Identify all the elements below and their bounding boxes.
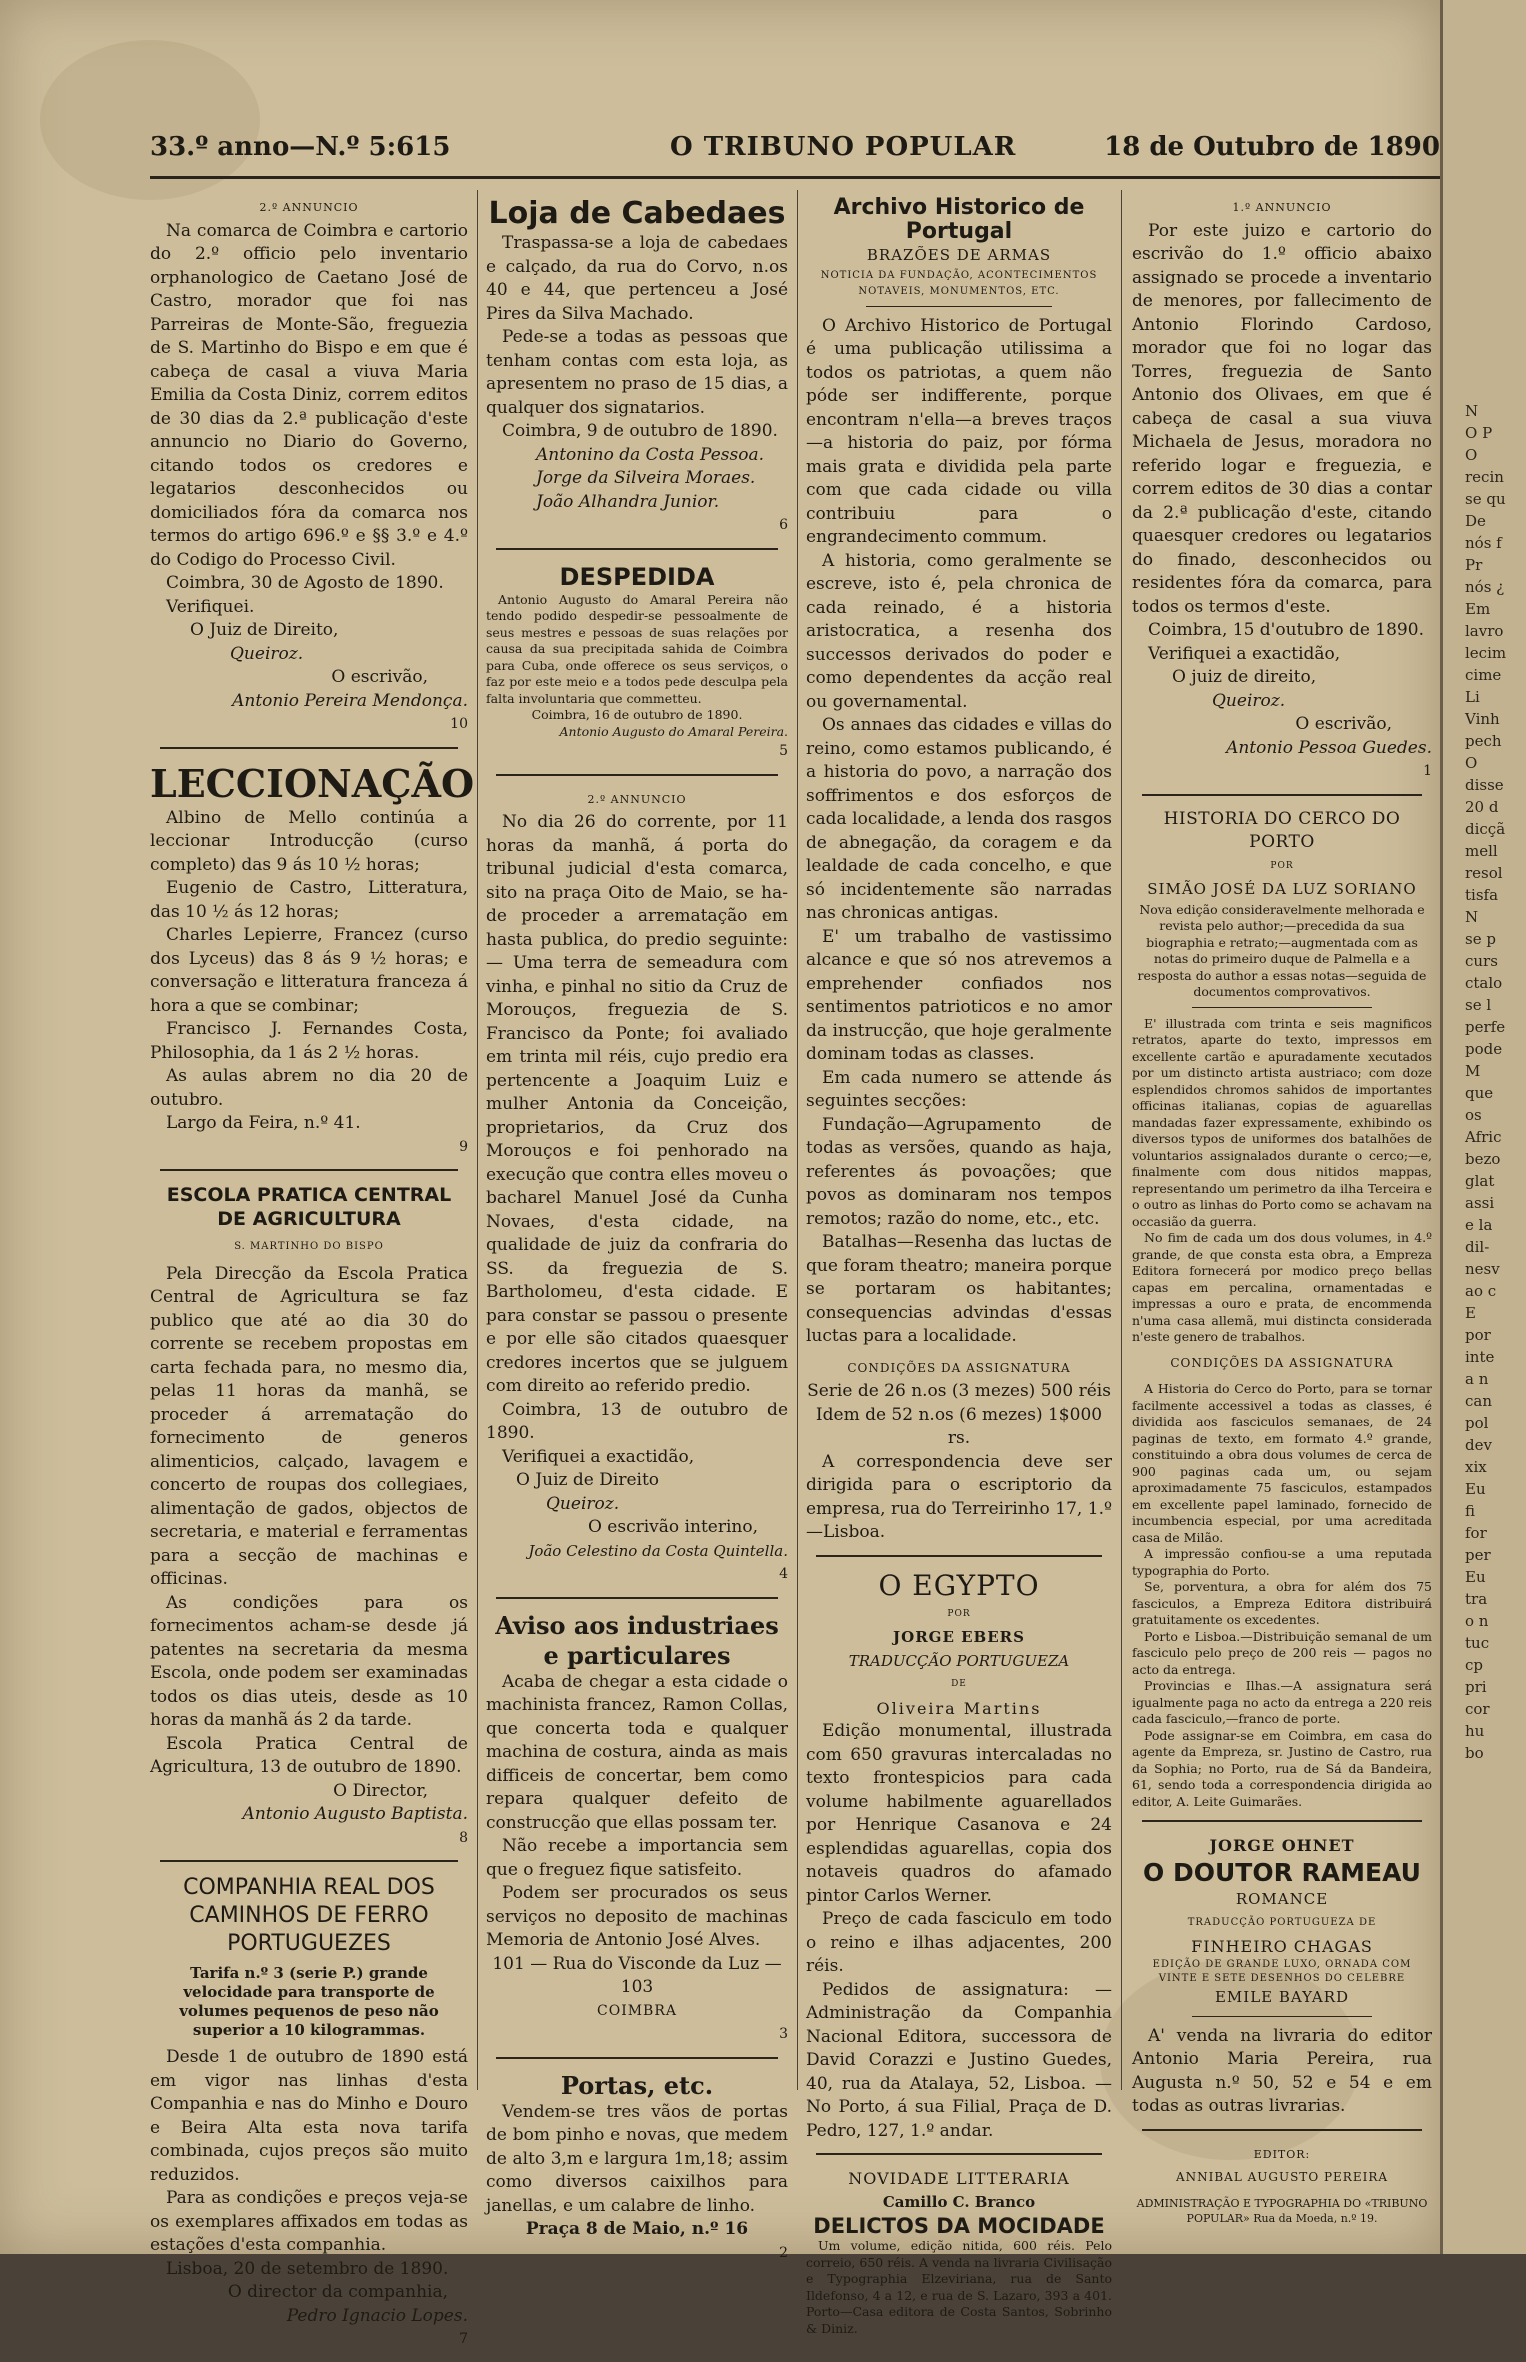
ad-line: Francisco J. Fernandes Costa, Philosophia, da 1 ás 2 ½ horas. — [150, 1019, 468, 1063]
ad-date: Coimbra, 9 de outubro de 1890. — [502, 421, 778, 441]
column-4 — [1132, 196, 1432, 2236]
separator — [496, 2057, 778, 2059]
ad-body: No dia 26 do corrente, por 11 horas da manhã, á porta do tribunal judicial d'esta comarca, sito na praça Oito de Maio, se ha-de proceder a arrematação em hasta publica, do predio seguinte:— Uma terra de semeadura com vinha, e pinhal no sitio da Cruz de Morouços, freguezia de S. Francisco da Ponte; foi avaliado em trinta mil réis, cujo predio era pertencente a Joaquim Luiz e mulher Antonia da Conceição, proprietarios, da Cruz dos Morouços e foi penhorado na execução que contra elles moveu o bacharel Manuel José da Cunha Novaes, d'esta cidade, na qualidade de juiz da confraria do SS. da freguezia de S. Bartholomeu, d'esta cidade. E para constar se passou o presente e por elle são citados quaesquer credores incertos que se julguem com direito ao referido predio. — [486, 812, 788, 1396]
adjacent-page-fragment: assi — [1465, 1194, 1495, 1212]
ad-artist: EMILE BAYARD — [1214, 1988, 1350, 2006]
adjacent-page-fragment: hu — [1465, 1722, 1485, 1740]
ad-paragraph: Para as condições e preços veja-se os exemplares affixados em todas as estações d'esta companhia. — [150, 2188, 468, 2255]
adjacent-page-fragment: mell — [1465, 842, 1498, 860]
ad-condition: Idem de 52 n.os (6 mezes) 1$000 rs. — [815, 1404, 1103, 1448]
ad-judge-name: Queiroz. — [546, 1493, 620, 1514]
ad-clerk-name: Antonio Pereira Mendonça. — [232, 690, 468, 711]
adjacent-page-fragment: Eu — [1465, 1480, 1486, 1498]
ad-clerk: O escrivão interino, — [587, 1517, 758, 1537]
adjacent-page-fragment: nesv — [1465, 1260, 1500, 1278]
adjacent-page-fragment: recin — [1465, 468, 1504, 486]
adjacent-page-fragment: que — [1465, 1084, 1494, 1102]
adjacent-page-fragment: perfe — [1465, 1018, 1506, 1036]
ad-paragraph: Os annaes das cidades e villas do reino, como estamos publicando, é a historia do povo, a narração dos soffrimentos e dos esforços de cada localidade, a lenda dos rasgos de abnegação, da coragem e da lealdade de cada concelho, e que só incidentemente são narradas nas chronicas antigas. — [806, 715, 1112, 923]
ad-body: Por este juizo e cartorio do escrivão do 1.º officio abaixo assignado se procede a inventario de menores, por fallecimento de Antonio Florindo Cardoso, morador que foi no logar das Torres, freguezia de Santo Antonio dos Olivaes, em que é cabeça de casal a sua viuva Michaela de Jesus, moradora no referido logar e freguezia, e correm editos de 30 dias a contar da 2.ª publicação d'este, citando quaesquer credores ou legatarios do finado, desconhecidos ou residentes fóra da comarca, para todos os termos d'este. — [1132, 220, 1432, 617]
ad-translation: TRADUCÇÃO PORTUGUEZA DE — [1187, 1917, 1377, 1928]
separator — [816, 1555, 1102, 1557]
separator — [160, 747, 458, 749]
ad-heading: Aviso aos industriaes e particulares — [495, 1610, 779, 1670]
ad-egypto — [806, 1569, 1112, 2144]
ad-date: Coimbra, 30 de Agosto de 1890. — [166, 573, 444, 593]
ad-heading: Archivo Historico de Portugal — [833, 195, 1085, 244]
adjacent-page-fragment: Pr — [1465, 556, 1483, 574]
separator — [160, 1860, 458, 1862]
adjacent-page-fragment: lecim — [1465, 644, 1507, 662]
separator — [1142, 794, 1422, 796]
ad-paragraph: A historia, como geralmente se escreve, isto é, pela chronica de cada reinado, é a historia aristocratica, a resenha dos successos derivados do poder e como dependentes da acção real ou governamental. — [806, 550, 1112, 712]
ad-clerk: O escrivão, — [331, 667, 428, 687]
ad-heading: O EGYPTO — [878, 1568, 1040, 1602]
ad-signatory: João Alhandra Junior. — [536, 491, 720, 512]
adjacent-page-fragment: inte — [1465, 1348, 1495, 1366]
ad-date: Coimbra, 13 de outubro de 1890. — [486, 1399, 788, 1443]
separator — [866, 306, 1052, 307]
ad-conditions-heading: CONDIÇÕES DA ASSIGNATURA — [1170, 1355, 1394, 1370]
ad-number: 8 — [459, 1829, 468, 1846]
separator — [496, 1597, 778, 1599]
ad-address: Praça 8 de Maio, n.º 16 — [525, 2219, 749, 2239]
ad-portas — [486, 2071, 788, 2266]
ad-judge-name: Queiroz. — [1212, 690, 1286, 711]
ad-body: Vendem-se tres vãos de portas de bom pinho e novas, que medem de alto 3,m e largura 1m,18; assim como diversos caixilhos para janellas, e um calabre de linho. — [486, 2101, 788, 2216]
adjacent-page-fragment: bo — [1465, 1744, 1484, 1762]
adjacent-page-fragment: o n — [1465, 1612, 1489, 1630]
ad-por: POR — [947, 1608, 971, 1619]
ad-number: 10 — [450, 716, 468, 732]
adjacent-page-fragment: for — [1465, 1524, 1487, 1542]
ad-heading: 2.º ANNUNCIO — [259, 201, 359, 214]
ad-archivo-historico — [806, 196, 1112, 1545]
adjacent-page-fragment: dicçã — [1465, 820, 1506, 838]
ad-de: DE — [951, 1679, 967, 1689]
ad-signatory: Antonino da Costa Pessoa. — [536, 444, 764, 465]
ad-line: Albino de Mello continúa a leccionar Introducção (curso completo) das 9 ás 10 ½ horas; — [150, 807, 468, 875]
ad-paragraph: Pede-se a todas as pessoas que tenham contas com esta loja, as apresentem no praso de 15 dias, a qualquer dos signatarios. — [486, 327, 788, 418]
ad-paragraph: Podem ser procurados os seus serviços no deposito de machinas Memoria de Antonio José Alves. — [486, 1883, 788, 1950]
ad-line: Charles Lepierre, Francez (curso dos Lyceus) das 8 ás 9 ½ horas; e conversação e litteratura franceza á hora a que se combinar; — [150, 925, 468, 1016]
ad-heading: DESPEDIDA — [559, 562, 715, 591]
ad-author: JORGE EBERS — [893, 1628, 1025, 1646]
adjacent-page-fragment: cime — [1465, 666, 1502, 684]
adjacent-page-fragment: lavro — [1465, 622, 1504, 640]
column-divider — [1121, 190, 1122, 2090]
ad-paragraph: E' illustrada com trinta e seis magnificos retratos, aparte do texto, impressos em excellente cartão e apuradamente xecutados por um distincto artista austriaco; com doze esplendidos chromos sahidos de importantes officinas italianas, copias de aguarellas mandadas fazer expressamente, exhibindo os diversos typos de uniformes dos batalhões de voluntarios assignalados durante o cerco;—e, finalmente com dous nitidos mappas, representando um perimetro da ilha Terceira e o outro as linhas do Porto como se achavam na occasião da guerra. — [1132, 1015, 1432, 1229]
editor-name: ANNIBAL AUGUSTO PEREIRA — [1175, 2170, 1389, 2184]
ad-body: Antonio Augusto do Amaral Pereira não tendo podido despedir-se pessoalmente de seus mestres e pessoas de suas relações por causa da sua precipitada sahida de Coimbra para Cuba, onde offerece os seus serviços, o faz por este meio e a todos pede desculpa pela falta involuntaria que commetteu. — [486, 591, 788, 706]
ad-heading: LECCIONAÇÃO — [150, 760, 475, 806]
ad-verif: Verifiquei a exactidão, — [502, 1446, 695, 1467]
ad-judge: O Juiz de Direito, — [190, 620, 339, 640]
adjacent-page-fragment: 20 d — [1465, 798, 1499, 816]
ad-condition: Se, porventura, a obra for além dos 75 fasciculos, a Empreza Editora distribuirá gratuitamente os excedentes. — [1132, 1579, 1432, 1627]
adjacent-page-fragment: N — [1465, 402, 1479, 420]
ad-date: Coimbra, 15 d'outubro de 1890. — [1148, 620, 1424, 640]
imprint — [1132, 2143, 1432, 2226]
adjacent-page-fragment: fi — [1465, 1502, 1476, 1520]
ad-paragraph: Fundação—Agrupamento de todas as versões, quando as haja, referentes ás povoações; que povos as dominaram nos tempos remotos; razão do nome, etc., etc. — [806, 1114, 1112, 1229]
ad-number: 3 — [779, 2026, 788, 2042]
adjacent-page-fragment: se qu — [1465, 490, 1506, 508]
ad-clerk: O escrivão, — [1295, 714, 1392, 734]
column-1 — [150, 196, 475, 2362]
ad-cerco-porto — [1132, 808, 1432, 1811]
ad-condition: A impressão confiou-se a uma reputada typographia do Porto. — [1132, 1546, 1432, 1578]
editor-label: EDITOR: — [1253, 2147, 1311, 2161]
ad-clerk-name: João Celestino da Costa Quintella. — [528, 1541, 788, 1560]
ad-condition: A correspondencia deve ser dirigida para o escriptorio da empresa, rua do Terreirinho 17, 1.º—Lisboa. — [806, 1451, 1112, 1542]
ad-line: Largo da Feira, n.º 41. — [166, 1113, 361, 1133]
ad-paragraph: Desde 1 de outubro de 1890 está em vigor nas linhas d'esta Companhia e nas do Minho e Douro e Beira Alta esta nova tarifa combinada, cujos preços são muito reduzidos. — [150, 2047, 468, 2185]
ad-number: 2 — [779, 2244, 788, 2261]
ad-caminhos-ferro — [150, 1874, 468, 2352]
ad-heading: COMPANHIA REAL DOS CAMINHOS DE FERRO PORTUGUEZES — [183, 1875, 435, 1956]
ad-verif: Verifiquei a exactidão, — [1148, 643, 1341, 664]
ad-title: O DOUTOR RAMEAU — [1143, 1857, 1421, 1887]
ad-paragraph: Acaba de chegar a esta cidade o machinista francez, Ramon Collas, que concerta toda e qualquer machina de costura, ainda as mais difficeis de concertar, bem como repara qualquer defeito de construcção que ellas possam ter. — [486, 1671, 788, 1833]
column-divider — [477, 190, 478, 2090]
ad-line: As aulas abrem no dia 20 de outubro. — [150, 1066, 468, 1110]
ad-subheading: BRAZÕES DE ARMAS — [866, 246, 1052, 264]
ad-title: DELICTOS DA MOCIDADE — [813, 2214, 1105, 2238]
ad-translator: FINHEIRO CHAGAS — [1191, 1936, 1373, 1956]
ad-paragraph: Escola Pratica Central de Agricultura, 13 de outubro de 1890. — [150, 1733, 468, 1777]
adjacent-page-fragment: por — [1465, 1326, 1491, 1344]
ad-heading: Loja de Cabedaes — [488, 196, 786, 231]
adjacent-page-fragment: nós ¿ — [1465, 578, 1505, 596]
ad-intro: Nova edição consideravelmente melhorada e revista pelo author;—precedida da sua biographia e retrato;—augmentada com as notas do primeiro duque de Palmella e a resposta do author a essas notas—seguida de documentos comprovativos. — [1137, 901, 1427, 999]
ad-body: Na comarca de Coimbra e cartorio do 2.º officio pelo inventario orphanologico de Caetano José de Castro, morador que foi nas Parreiras de Monte-São, freguezia de S. Martinho do Bispo e em que é cabeça de casal a viuva Maria Emilia da Costa Diniz, correm editos de 30 dias da 2.ª publicação d'este annuncio no Diario do Governo, citando todos os credores e legatarios desconhecidos ou domiciliados fóra da comarca nos termos do artigo 696.º e §§ 3.º e 4.º do Codigo do Processo Civil. — [150, 220, 468, 570]
adjacent-page-fragment: pri — [1465, 1678, 1487, 1696]
ad-clerk-name: Antonio Pessoa Guedes. — [1226, 737, 1432, 758]
ad-number: 1 — [1423, 763, 1432, 779]
adjacent-page-fragment: os — [1465, 1106, 1482, 1124]
adjacent-page-fragment: Li — [1465, 688, 1480, 706]
ad-judge: O juiz de direito, — [1172, 667, 1317, 687]
separator — [1192, 1007, 1372, 1008]
ad-heading: Portas, etc. — [560, 2070, 714, 2100]
ad-condition: Serie de 26 n.os (3 mezes) 500 réis — [807, 1381, 1111, 1401]
ad-heading: HISTORIA DO CERCO DO PORTO — [1163, 808, 1401, 852]
adjacent-page-fragment: e la — [1465, 1216, 1493, 1234]
adjacent-page-fragment: Eu — [1465, 1568, 1486, 1586]
ad-paragraph: Pedidos de assignatura: — Administração da Companhia Nacional Editora, successora de David Corazzi e Justino Guedes, 40, rua da Atalaya, 52, Lisboa. — No Porto, á sua Filial, Praça de D. Pedro, 127, 1.º andar. — [806, 1979, 1112, 2141]
ad-condition: Provincias e Ilhas.—A assignatura será igualmente paga no acto da entrega a 220 reis cada fasciculo,—franco de porte. — [1132, 1678, 1432, 1726]
ad-paragraph: Em cada numero se attende ás seguintes secções: — [806, 1067, 1112, 1111]
adjacent-page-fragment: dev — [1465, 1436, 1492, 1454]
ad-condition: Porto e Lisboa.—Distribuição semanal de um fasciculo pelo preço de 200 reis — pagos no acto da entrega. — [1132, 1628, 1432, 1677]
ad-signatory: Jorge da Silveira Moraes. — [536, 468, 756, 488]
adjacent-page-fragment: curs — [1465, 952, 1498, 970]
adjacent-page-fragment: Em — [1465, 600, 1491, 618]
ad-paragraph: No fim de cada um dos dous volumes, in 4.º grande, de que consta esta obra, a Empreza Editora fornecerá por modico preço bellas capas em percalina, ornamentadas e impressas a ouro e prata, de encommenda n'uma casa allemã, mui distincta considerada n'este genero de trabalhos. — [1132, 1230, 1432, 1344]
adjacent-page-fragment: nós f — [1465, 534, 1502, 552]
adjacent-page-fragment: se l — [1465, 996, 1492, 1014]
adjacent-page-fragment: E — [1465, 1304, 1476, 1322]
ad-author: JORGE OHNET — [1209, 1836, 1355, 1855]
ad-body: Um volume, edição nitida, 600 réis. Pelo correio, 650 réis. A venda na livraria Civilisação e Typographia Elzeviriana, rua de Santo Ildefonso, 4 a 12, e rua de S. Lazaro, 393 a 401. Porto—Casa editora de Costa Santos, Sobrinho & Diniz. — [806, 2238, 1112, 2336]
adjacent-page-fragment: dil- — [1465, 1238, 1490, 1256]
header-rule — [150, 176, 1440, 179]
ad-paragraph: Preço de cada fasciculo em todo o reino e ilhas adjacentes, 200 réis. — [806, 1909, 1112, 1976]
ad-translation: TRADUCÇÃO PORTUGUEZA — [848, 1651, 1070, 1670]
ad-genre: ROMANCE — [1235, 1889, 1329, 1908]
ad-address: 101 — Rua do Visconde da Luz — 103 — [492, 1953, 782, 1997]
ad-paragraph: Pela Direcção da Escola Pratica Central de Agricultura se faz publico que até ao dia 30 do corrente se recebem propostas em carta fechada para, no mesmo dia, pelas 11 horas da manhã, se proceder á arrematação do fornecimento de generos alimenticios, calçado, lavagem e concerto de roupas dos collegiaes, alimentação de gados, objectos de secretaria, e material e ferramentas para a secção de machinas e officinas. — [150, 1263, 468, 1589]
ad-date: Coimbra, 16 de outubro de 1890. — [531, 707, 743, 722]
ad-condition: Pode assignar-se em Coimbra, em casa do agente da Empreza, sr. Justino de Castro, rua da Sophia; no Porto, rua de Sá da Bandeira, 61, sendo toda a correspondencia dirigida ao editor, A. Leite Guimarães. — [1132, 1727, 1432, 1809]
ad-number: 6 — [779, 517, 788, 533]
adjacent-page-fragment: tisfa — [1465, 886, 1499, 904]
ad-city: COIMBRA — [597, 2002, 677, 2019]
ad-heading: 1.º ANNUNCIO — [1232, 201, 1332, 214]
adjacent-page-fragment: disse — [1465, 776, 1504, 794]
adjacent-page-fragment: pode — [1465, 1040, 1503, 1058]
ad-subheading: S. MARTINHO DO BISPO — [234, 1241, 384, 1252]
ad-paragraph: As condições para os fornecimentos acham-se desde já patentes na secretaria da mesma Escola, onde podem ser examinadas todos os dias uteis, desde as 10 horas da manhã ás 2 da tarde. — [150, 1592, 468, 1730]
separator — [1142, 1820, 1422, 1822]
adjacent-page-fragment: Vinh — [1465, 710, 1500, 728]
ad-arrematacao — [486, 788, 788, 1587]
ad-number: 7 — [459, 2331, 468, 2347]
ad-paragraph: Batalhas—Resenha das luctas de que foram theatro; maneira porque se portaram os habitantes; consequencias advindas d'essas luctas para a localidade. — [806, 1232, 1112, 1346]
adjacent-page-fragment: Afric — [1465, 1128, 1502, 1146]
adjacent-page-fragment: cp — [1465, 1656, 1484, 1674]
adjacent-page-fragment: N — [1465, 908, 1479, 926]
adjacent-page-fragment: ctalo — [1465, 974, 1503, 992]
separator — [496, 774, 778, 776]
adjacent-page-fragment: cor — [1465, 1700, 1490, 1718]
column-3 — [806, 196, 1112, 2347]
ad-subheading: NOTICIA DA FUNDAÇÃO, ACONTECIMENTOS NOTAVEIS, MONUMENTOS, ETC. — [820, 269, 1098, 297]
ad-paragraph: Edição monumental, illustrada com 650 gravuras intercaladas no texto frontespicios para cada volume habilmente aguarellados por Henrique Casanova e 24 esplendidas aguarellas, copia dos notaveis quadros do afamado pintor Carlos Werner. — [806, 1721, 1112, 1906]
ad-paragraph: O Archivo Historico de Portugal é uma publicação utilissima a todos os patriotas, a quem não póde ser indifferente, porque encontram n'ella—a breves traços—a historia do paiz, por fórma mais grata e dividida pela parte com que cada cidade ou villa contribuiu para o engrandecimento commum. — [806, 315, 1112, 547]
adjacent-page-edge — [1440, 0, 1526, 2254]
adjacent-page-fragment: O — [1465, 446, 1478, 464]
adjacent-page-fragment: M — [1465, 1062, 1481, 1080]
ad-heading: 2.º ANNUNCIO — [587, 792, 687, 806]
ad-conditions-heading: CONDIÇÕES DA ASSIGNATURA — [847, 1360, 1071, 1375]
ad-sale: A' venda na livraria do editor Antonio Maria Pereira, rua Augusta n.º 50, 52 e 54 e em todas as outras livrarias. — [1132, 2025, 1432, 2116]
ad-number: 9 — [459, 1138, 468, 1155]
ad-loja-cabedaes — [486, 196, 788, 538]
separator — [496, 548, 778, 550]
adjacent-page-fragment: ao c — [1465, 1282, 1497, 1300]
imprint-address: ADMINISTRAÇÃO E TYPOGRAPHIA DO «TRIBUNO POPULAR» Rua da Moeda, n.º 19. — [1136, 2196, 1428, 2225]
ad-signature: Antonio Augusto do Amaral Pereira. — [559, 723, 788, 739]
masthead — [150, 132, 1440, 172]
issue-date: 18 de Outubro de 1890 — [1104, 132, 1440, 162]
adjacent-page-fragment: tuc — [1465, 1634, 1490, 1652]
ad-date: Lisboa, 20 de setembro de 1890. — [166, 2258, 449, 2279]
adjacent-page-fragment: can — [1465, 1392, 1493, 1410]
ad-judge: O Juiz de Direito — [516, 1470, 660, 1490]
separator — [1192, 2016, 1372, 2017]
ad-inventario-caetano — [150, 196, 468, 737]
adjacent-page-fragment: pol — [1465, 1414, 1489, 1432]
ad-edition: EDIÇÃO DE GRANDE LUXO, ORNADA COM VINTE E SETE DESENHOS DO CELEBRE — [1152, 1959, 1412, 1984]
ad-number: 5 — [779, 743, 788, 759]
column-divider — [797, 190, 798, 2090]
ad-signature-name: Pedro Ignacio Lopes. — [286, 2305, 468, 2326]
ad-signature-name: Antonio Augusto Baptista. — [242, 1804, 468, 1824]
ad-signature-role: O Director, — [333, 1780, 428, 1801]
ad-signature-role: O director da companhia, — [227, 2282, 448, 2302]
ad-despedida — [486, 562, 788, 764]
ad-tarifa: Tarifa n.º 3 (serie P.) grande velocidade para transporte de volumes pequenos de peso não superior a 10 kilogrammas. — [179, 1964, 439, 2039]
ad-author: Camillo C. Branco — [882, 2192, 1036, 2211]
ad-novidade-litteraria — [806, 2167, 1112, 2337]
adjacent-page-fragment: resol — [1465, 864, 1503, 882]
adjacent-page-fragment: O — [1465, 754, 1478, 772]
ad-heading: NOVIDADE LITTERARIA — [848, 2169, 1070, 2188]
ad-condition: A Historia do Cerco do Porto, para se tornar facilmente accessivel a todas as classes, é dividida aos fasciculos semanaes, de 24 paginas de texto, em formato 4.º grande, constituindo a obra dous volumes de cerca de 900 paginas cada um, ou sejam aproximadamente 75 fasciculos, estampados em excellente papel laminado, fornecido de incumbencia especial, por uma acreditada casa de Milão. — [1132, 1381, 1432, 1545]
ad-leccionacao — [150, 760, 475, 1160]
ad-aviso-industriaes — [486, 1611, 788, 2047]
ad-line: Eugenio de Castro, Litteratura, das 10 ½ ás 12 horas; — [150, 878, 468, 922]
adjacent-page-fragment: bezo — [1465, 1150, 1501, 1168]
adjacent-page-fragment: xix — [1465, 1458, 1487, 1476]
newspaper-title: O TRIBUNO POPULAR — [670, 132, 1017, 162]
ad-paragraph: Traspassa-se a loja de cabedaes e calçado, da rua do Corvo, n.os 40 e 44, que pertenceu a José Pires da Silva Machado. — [486, 233, 788, 324]
ad-paragraph: E' um trabalho de vastissimo alcance e que só nos atrevemos a emprehender confiados nos sentimentos patrioticos e no amor da instrucção, que hoje geralmente dominam todas as classes. — [806, 926, 1112, 1064]
adjacent-page-fragment: per — [1465, 1546, 1491, 1564]
adjacent-page-fragment: tra — [1465, 1590, 1488, 1608]
adjacent-page-fragment: O P — [1465, 424, 1493, 442]
adjacent-page-fragment: De — [1465, 512, 1486, 530]
separator — [1142, 2129, 1422, 2131]
ad-escola-agricultura — [150, 1183, 468, 1850]
ad-translator: Oliveira Martins — [876, 1698, 1042, 1718]
adjacent-page-fragment: glat — [1465, 1172, 1495, 1190]
ad-number: 4 — [779, 1566, 788, 1582]
adjacent-page-fragment: pech — [1465, 732, 1502, 750]
ad-por: POR — [1270, 860, 1294, 871]
ad-doutor-rameau — [1132, 1834, 1432, 2119]
ad-judge-name: Queiroz. — [230, 643, 304, 664]
ad-heading: ESCOLA PRATICA CENTRAL DE AGRICULTURA — [166, 1184, 452, 1230]
issue-number: 33.º anno—N.º 5:615 — [150, 132, 451, 162]
ad-verif: Verifiquei. — [166, 596, 255, 617]
ad-paragraph: Não recebe a importancia sem que o freguez fique satisfeito. — [486, 1836, 788, 1880]
separator — [160, 1169, 458, 1171]
ad-inventario-florindo — [1132, 196, 1432, 784]
adjacent-page-fragment: se p — [1465, 930, 1496, 948]
column-2 — [486, 196, 788, 2275]
separator — [816, 2153, 1102, 2155]
ad-author: SIMÃO JOSÉ DA LUZ SORIANO — [1147, 880, 1417, 898]
adjacent-page-fragment: a n — [1465, 1370, 1489, 1388]
